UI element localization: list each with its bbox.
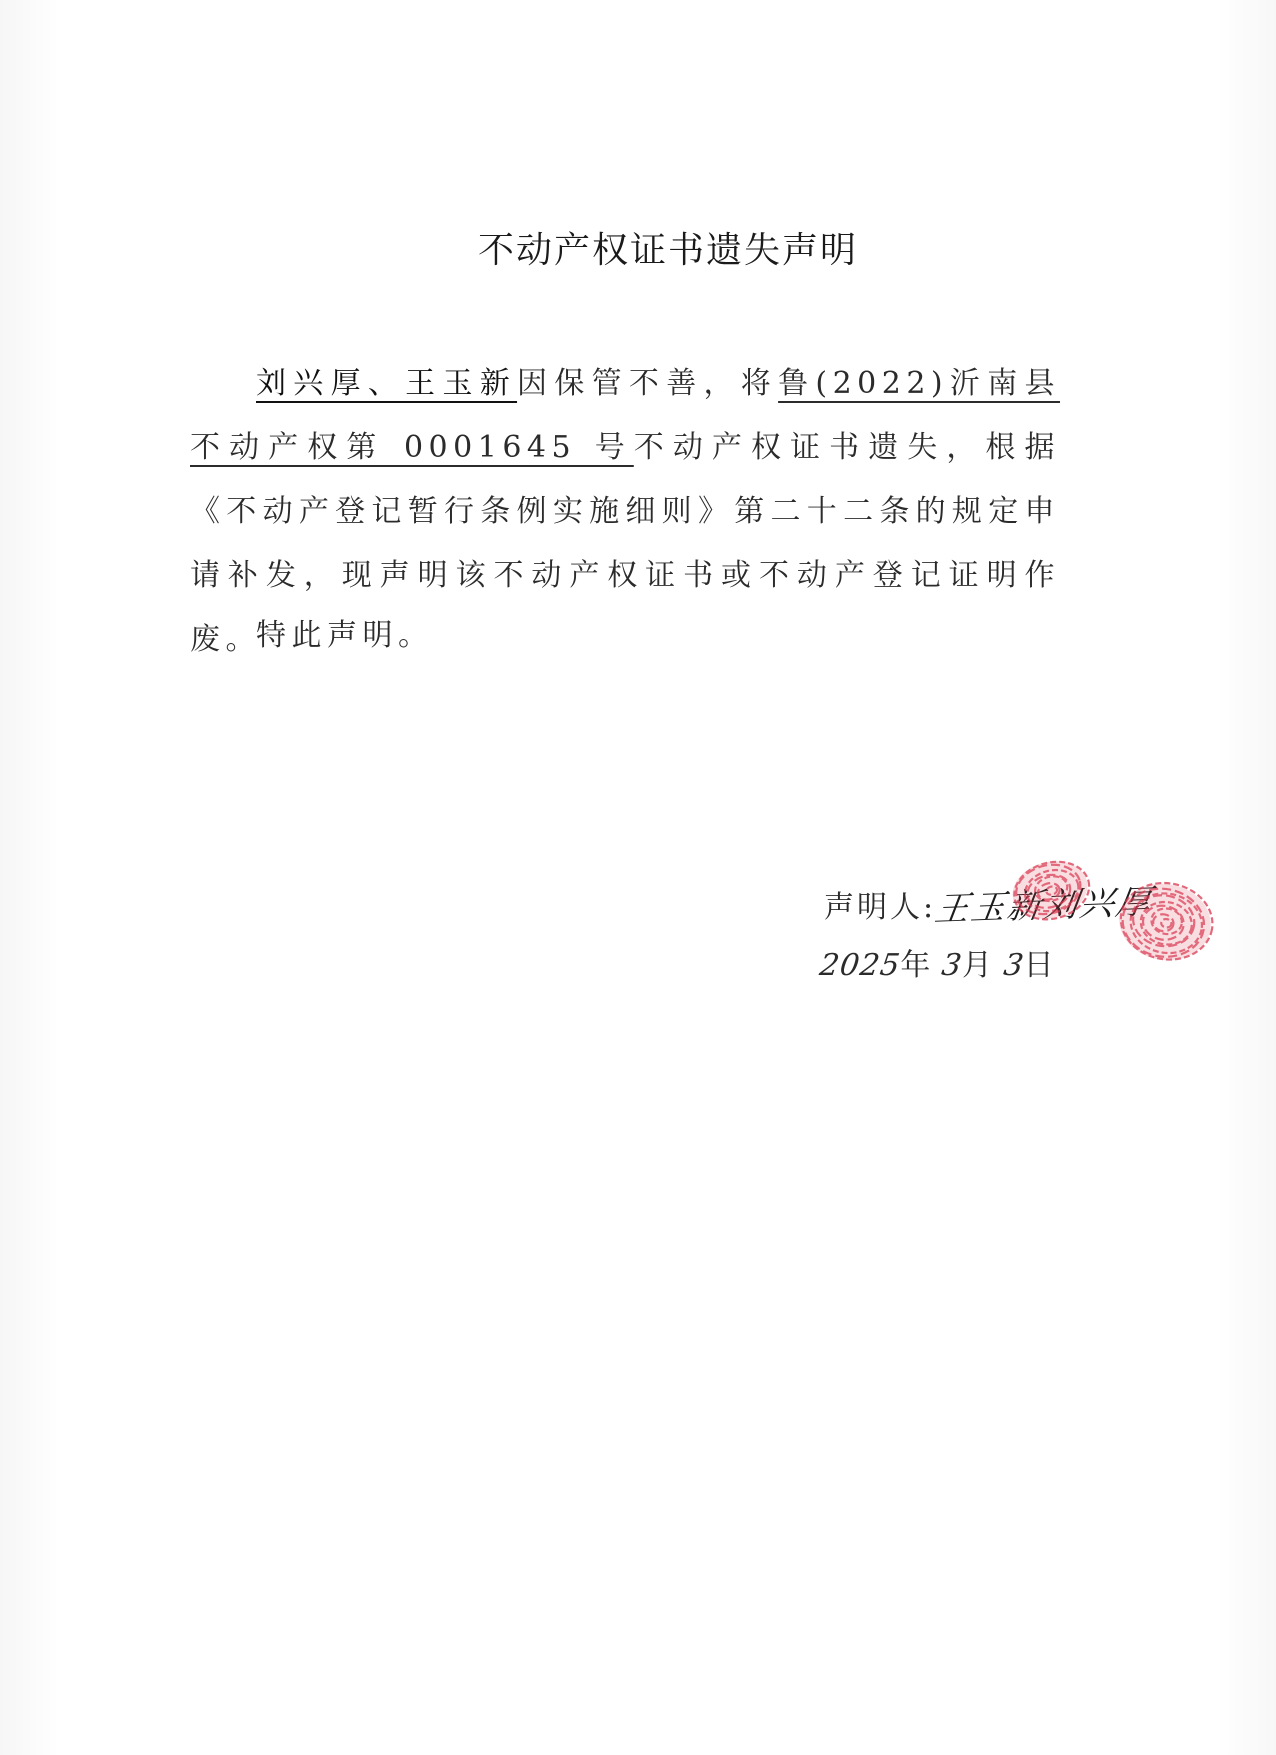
fingerprint-ridge [1152, 913, 1175, 933]
signature-date [817, 940, 1056, 984]
certificate-number: 鲁(2022)沂南县不动产权第 0001645 号 [190, 366, 1061, 465]
fingerprint-ridge [1161, 918, 1173, 928]
signature-line [824, 878, 1156, 930]
date-year-unit: 年 [900, 948, 933, 983]
date-day: 3 [1001, 948, 1027, 983]
signature-label: 声明人: [824, 890, 937, 925]
statement-text-2: 不动产权证书遗失，根据《不动产登记暂行条例实施细则》第二十二条的规定申请补发，现声明该不动产权证书或不动产登记证明作废。 [190, 430, 1060, 657]
fingerprint-ridge [1149, 906, 1184, 936]
date-month: 3 [939, 948, 965, 983]
closing-statement: 特此声明。 [256, 618, 434, 653]
date-year: 2025 [817, 948, 903, 983]
date-day-unit: 日 [1023, 948, 1056, 983]
statement-text-1: 因保管不善，将 [517, 366, 779, 401]
date-month-unit: 月 [962, 948, 994, 983]
declarant-names: 刘兴厚、王玉新 [256, 366, 518, 401]
handwritten-signature: 王玉新刘兴厚 [932, 882, 1156, 930]
document-title: 不动产权证书遗失声明 [477, 230, 858, 271]
